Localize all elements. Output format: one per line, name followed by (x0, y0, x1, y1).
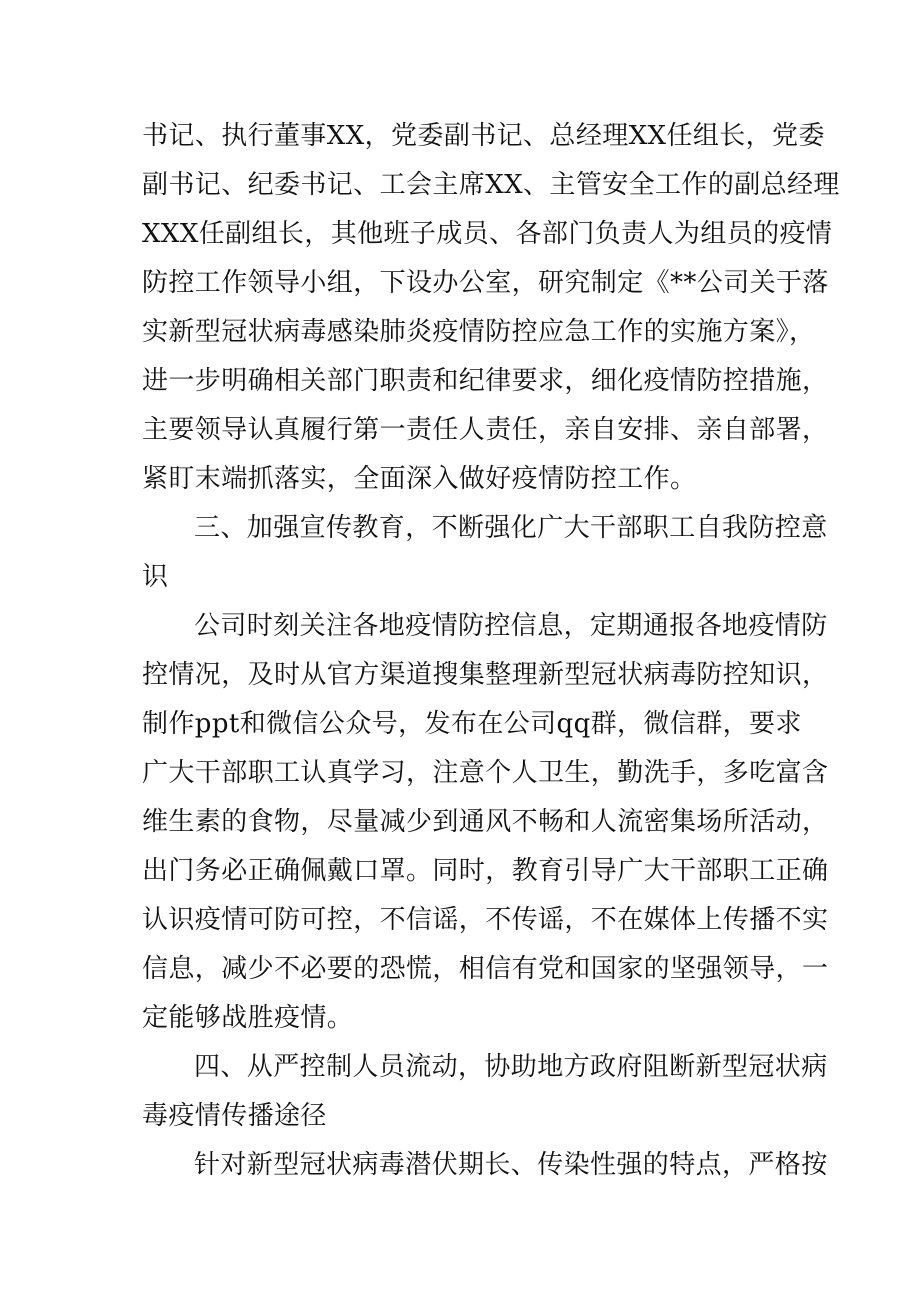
section-heading-line: 识 (142, 562, 169, 592)
text-line: 出门务必正确佩戴口罩。同时，教育引导广大干部职工正确 (142, 856, 829, 886)
document-body (142, 112, 840, 1190)
text-line: 公司时刻关注各地疫情防控信息，定期通报各地疫情防 (194, 611, 828, 641)
text-line: 认识疫情可防可控，不信谣，不传谣，不在媒体上传播不实 (142, 905, 829, 935)
text-line: 信息，减少不必要的恐慌，相信有党和国家的坚强领导，一 (142, 954, 829, 984)
text-line: 副书记、纪委书记、工会主席XX、主管安全工作的副总经理 (142, 170, 840, 200)
section-heading-line: 三、加强宣传教育，不断强化广大干部职工自我防控意 (194, 513, 828, 543)
text-line: 定能够战胜疫情。 (142, 1003, 354, 1033)
text-line: 制作ppt和微信公众号，发布在公司qq群，微信群，要求 (142, 709, 802, 739)
text-line: 控情况，及时从官方渠道搜集整理新型冠状病毒防控知识， (142, 660, 829, 690)
text-line: 针对新型冠状病毒潜伏期长、传染性强的特点，严格按 (194, 1150, 828, 1180)
text-line: 实新型冠状病毒感染肺炎疫情防控应急工作的实施方案》， (142, 317, 816, 347)
section-heading-line: 四、从严控制人员流动，协助地方政府阻断新型冠状病 (194, 1052, 828, 1082)
text-line: 维生素的食物，尽量减少到通风不畅和人流密集场所活动， (142, 807, 829, 837)
text-line: XXX任副组长，其他班子成员、各部门负责人为组员的疫情 (142, 219, 833, 249)
text-line: 进一步明确相关部门职责和纪律要求，细化疫情防控措施， (142, 366, 829, 396)
text-line: 紧盯末端抓落实，全面深入做好疫情防控工作。 (142, 464, 697, 494)
text-line: 书记、执行董事XX，党委副书记、总经理XX任组长，党委 (142, 121, 825, 151)
section-heading-line: 毒疫情传播途径 (142, 1101, 327, 1131)
text-line: 防控工作领导小组，下设办公室，研究制定《**公司关于落 (142, 268, 829, 298)
text-line: 广大干部职工认真学习，注意个人卫生，勤洗手，多吃富含 (142, 758, 829, 788)
text-line: 主要领导认真履行第一责任人责任，亲自安排、亲自部署， (142, 415, 829, 445)
